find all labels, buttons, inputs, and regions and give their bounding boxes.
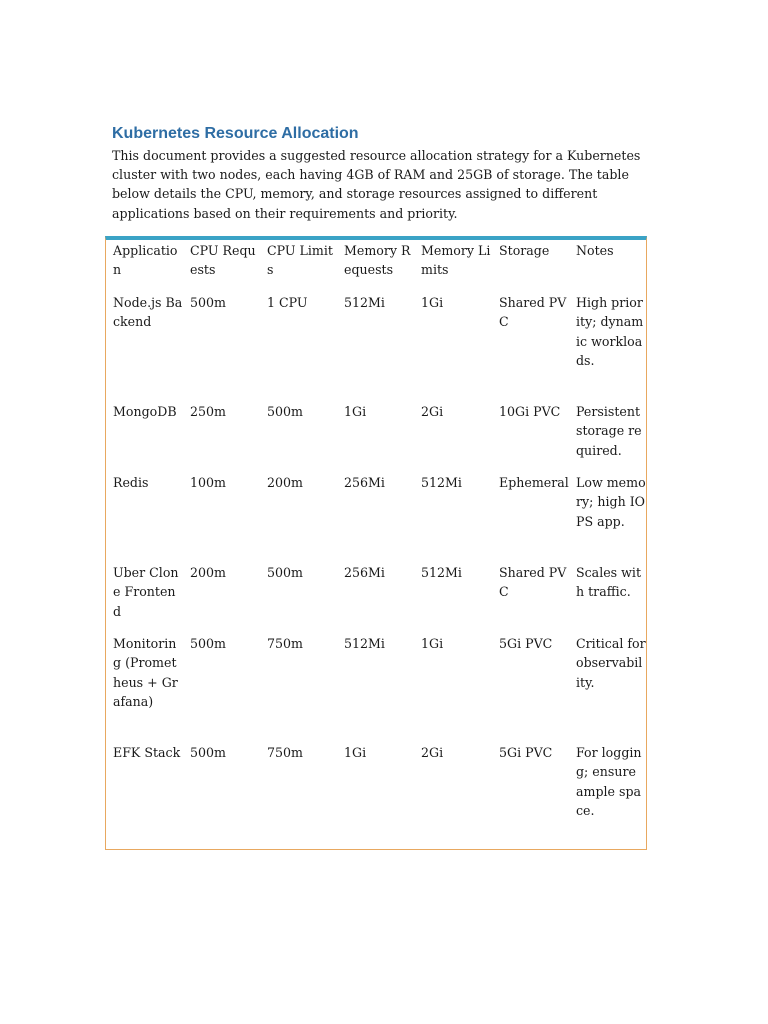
table-row (106, 293, 646, 402)
document-title: Kubernetes Resource Allocation (112, 125, 359, 142)
cell-cpu-requests: 200m (190, 565, 226, 580)
cell-memory-limits: 512Mi (421, 565, 462, 580)
header-cpu-limits: CPU Limits (267, 243, 333, 278)
cell-memory-requests: 512Mi (344, 636, 385, 651)
cell-storage: 5Gi PVC (499, 745, 553, 760)
table-row (106, 743, 646, 843)
cell-memory-limits: 512Mi (421, 475, 462, 490)
cell-cpu-requests: 250m (190, 404, 226, 419)
cell-application: Node.js Backend (113, 295, 183, 330)
cell-notes: Critical for observability. (576, 636, 646, 690)
cell-application: MongoDB (113, 404, 177, 419)
header-cpu-requests: CPU Requests (190, 243, 256, 278)
cell-cpu-limits: 1 CPU (267, 295, 308, 310)
cell-cpu-limits: 750m (267, 636, 303, 651)
header-memory-requests: Memory Requests (344, 243, 411, 278)
intro-paragraph: This document provides a suggested resource allocation strategy for a Kubernetes cluster with two nodes, each having 4GB of RAM and 25GB of storage. The table below details the CPU, memory, and storage resources assigned to different applications based on their requirements and priority. (112, 148, 641, 221)
cell-memory-requests: 256Mi (344, 475, 385, 490)
cell-cpu-requests: 500m (190, 745, 226, 760)
cell-memory-requests: 256Mi (344, 565, 385, 580)
cell-notes: Persistent storage required. (576, 404, 642, 458)
header-memory-limits: Memory Limits (421, 243, 491, 278)
table-header-row (106, 240, 646, 293)
table-row (106, 402, 646, 473)
cell-cpu-limits: 750m (267, 745, 303, 760)
cell-cpu-limits: 500m (267, 404, 303, 419)
table-row (106, 634, 646, 743)
header-application: Application (113, 243, 178, 278)
header-notes: Notes (576, 243, 614, 258)
cell-cpu-limits: 500m (267, 565, 303, 580)
cell-memory-requests: 1Gi (344, 404, 367, 419)
cell-memory-requests: 512Mi (344, 295, 385, 310)
cell-application: Monitoring (Prometheus + Grafana) (113, 636, 178, 710)
cell-memory-limits: 2Gi (421, 745, 444, 760)
cell-storage: Ephemeral (499, 475, 569, 490)
cell-storage: Shared PVC (499, 295, 567, 330)
cell-memory-limits: 2Gi (421, 404, 444, 419)
resource-table-container (105, 236, 647, 850)
cell-notes: Scales with traffic. (576, 565, 642, 600)
cell-cpu-requests: 500m (190, 295, 226, 310)
table-row (106, 563, 646, 634)
cell-notes: Low memory; high IOPS app. (576, 475, 646, 529)
cell-application: Redis (113, 475, 149, 490)
cell-notes: For logging; ensure ample space. (576, 745, 642, 819)
cell-cpu-requests: 500m (190, 636, 226, 651)
cell-storage: 5Gi PVC (499, 636, 553, 651)
table-row (106, 473, 646, 563)
cell-memory-limits: 1Gi (421, 295, 444, 310)
cell-memory-limits: 1Gi (421, 636, 444, 651)
cell-storage: 10Gi PVC (499, 404, 561, 419)
cell-application: EFK Stack (113, 745, 181, 760)
resource-allocation-table (106, 240, 646, 843)
cell-notes: High priority; dynamic workloads. (576, 295, 644, 369)
cell-cpu-requests: 100m (190, 475, 226, 490)
cell-cpu-limits: 200m (267, 475, 303, 490)
cell-memory-requests: 1Gi (344, 745, 367, 760)
header-storage: Storage (499, 243, 550, 258)
cell-application: Uber Clone Frontend (113, 565, 179, 619)
cell-storage: Shared PVC (499, 565, 567, 600)
